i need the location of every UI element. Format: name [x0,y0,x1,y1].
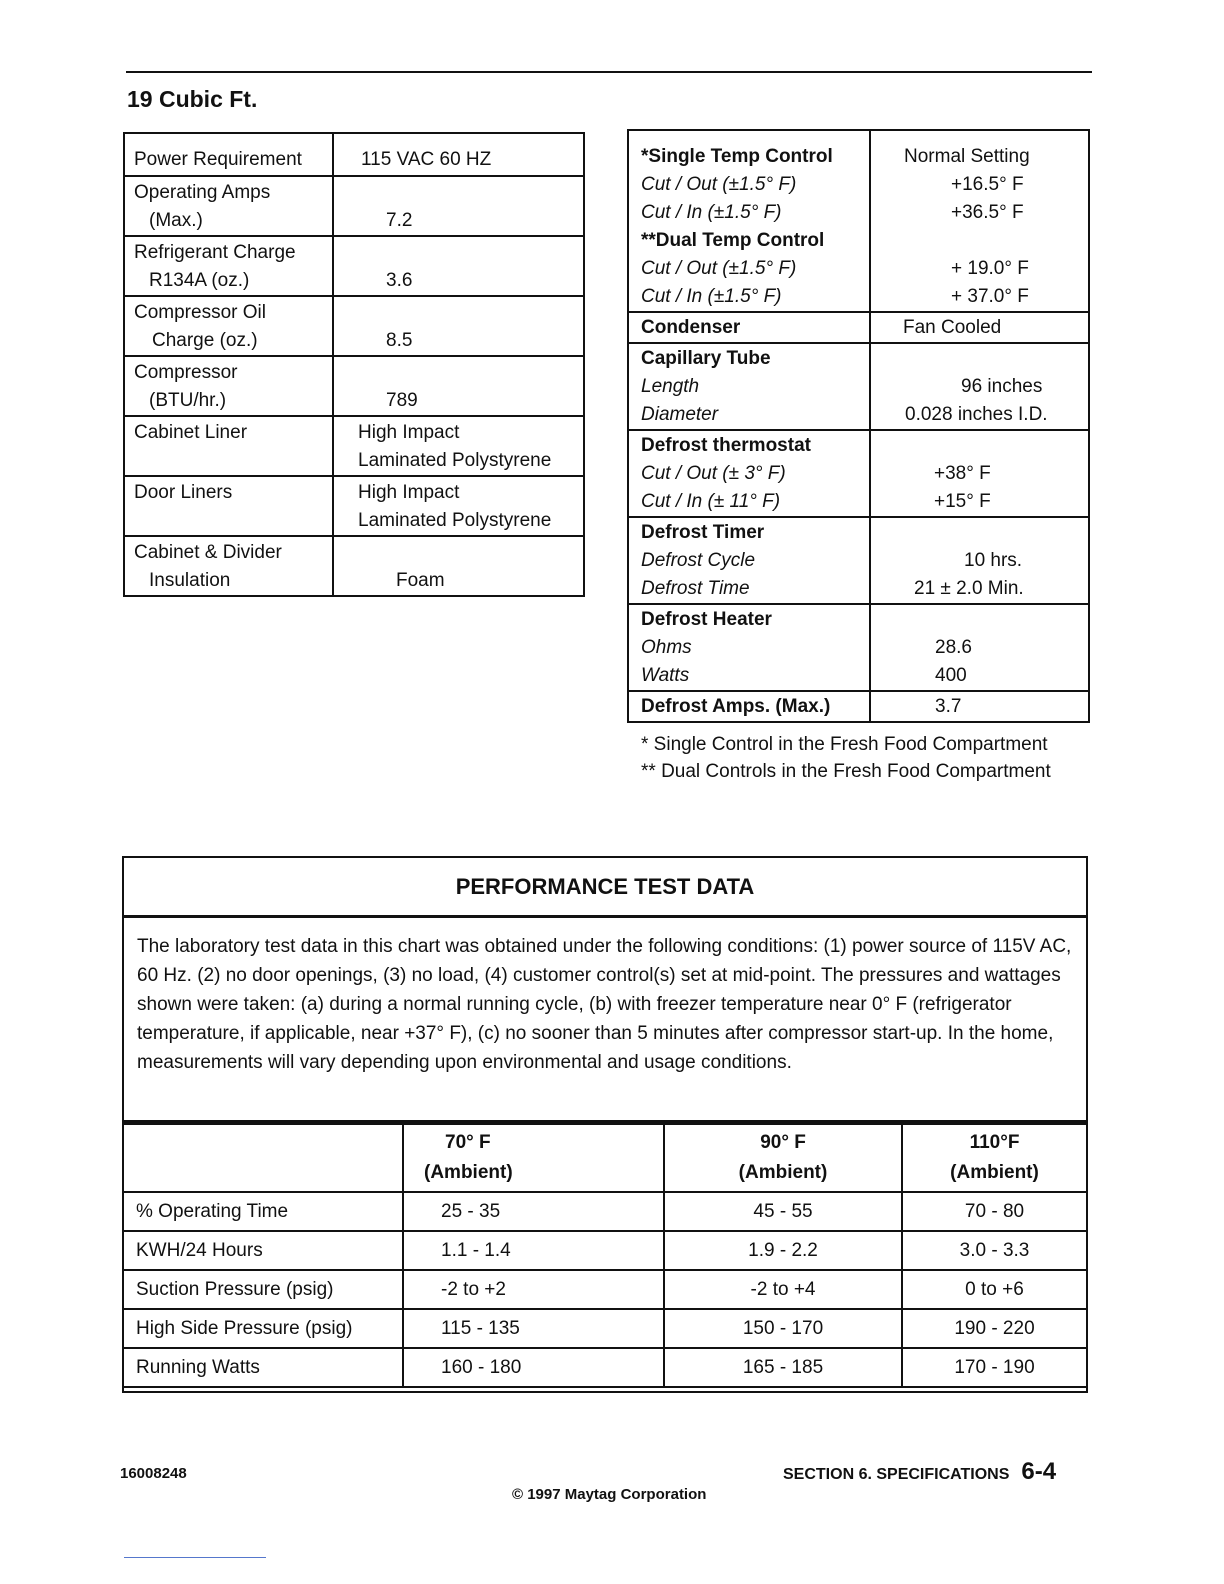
cell-70: 25 - 35 [403,1192,664,1231]
spec-value: High Impact [358,482,460,503]
column-header-70: 70° F [445,1132,491,1153]
spec-label: Power Requirement [134,149,302,170]
cell-90: 45 - 55 [664,1192,902,1231]
section-label: SECTION 6. SPECIFICATIONS [783,1466,1010,1483]
spec-value: 789 [386,390,418,411]
ctrl-row-heater [628,604,1089,691]
top-rule [126,71,1092,73]
spec-row-cabinet-liner [124,416,584,476]
cell-70: 160 - 180 [403,1348,664,1387]
thermostat-heading: Defrost thermostat [641,435,811,456]
spec-row-compressor [124,356,584,416]
cell-110: 190 - 220 [902,1309,1087,1348]
spec-table [123,132,585,597]
heater-watts-label: Watts [641,665,690,686]
dual-cut-in-label: Cut / In (±1.5° F) [641,286,782,307]
document-number: 16008248 [120,1465,187,1482]
cell-110: 0 to +6 [902,1270,1087,1309]
defrost-cycle-label: Defrost Cycle [641,550,756,571]
spec-label: Compressor Oil [134,302,266,323]
single-cut-in-value: +36.5° F [951,202,1024,223]
spec-row-power [124,133,584,176]
table-row [123,1270,1087,1309]
defrost-cycle-value: 10 hrs. [964,550,1023,571]
spec-row-oil [124,296,584,356]
spec-row-insulation [124,536,584,596]
condenser-label: Condenser [641,317,741,338]
cell-90: -2 to +4 [664,1270,902,1309]
spec-label: R134A (oz.) [149,270,250,291]
single-cut-in-label: Cut / In (±1.5° F) [641,202,782,223]
link-underline [124,1557,266,1558]
ctrl-row-capillary [628,343,1089,430]
performance-header-row [123,1124,1087,1192]
capillary-diameter-label: Diameter [641,404,719,425]
spec-label: Operating Amps [134,182,271,203]
performance-title: PERFORMANCE TEST DATA [455,874,755,899]
ctrl-row-timer [628,517,1089,604]
cell-90: 150 - 170 [664,1309,902,1348]
table-row [123,1309,1087,1348]
defrost-time-label: Defrost Time [641,578,750,599]
performance-table [122,1123,1088,1388]
cell-110: 3.0 - 3.3 [902,1231,1087,1270]
spec-value: Laminated Polystyrene [358,450,552,471]
control-table [627,129,1090,723]
section-footer [783,1458,1056,1486]
spec-label: (Max.) [149,210,203,231]
cell-110: 170 - 190 [902,1348,1087,1387]
footnote-dual: ** Dual Controls in the Fresh Food Compartment [641,761,1051,782]
spec-value: Laminated Polystyrene [358,510,552,531]
footnote-single: * Single Control in the Fresh Food Compartment [641,734,1048,755]
ctrl-row-amps [628,691,1089,722]
performance-title-rule [124,915,1086,918]
heater-ohms-label: Ohms [641,637,692,658]
defrost-time-value: 21 ± 2.0 Min. [914,578,1024,599]
spec-value: Foam [396,570,445,591]
heater-heading: Defrost Heater [641,609,772,630]
cell-110: 70 - 80 [902,1192,1087,1231]
spec-label: Charge (oz.) [152,330,258,351]
spec-value: 115 VAC 60 HZ [361,149,492,170]
cell-70: -2 to +2 [403,1270,664,1309]
capillary-heading: Capillary Tube [641,348,771,369]
normal-setting-heading: Normal Setting [904,146,1030,167]
thermostat-cut-out-value: +38° F [934,463,991,484]
single-cut-out-value: +16.5° F [951,174,1024,195]
cell-70: 1.1 - 1.4 [403,1231,664,1270]
defrost-amps-label: Defrost Amps. (Max.) [641,696,831,717]
spec-row-amps [124,176,584,236]
defrost-amps-value: 3.7 [935,696,962,717]
page-number: 6-4 [1021,1458,1057,1485]
dual-cut-out-label: Cut / Out (±1.5° F) [641,258,797,279]
copyright: © 1997 Maytag Corporation [512,1486,707,1503]
column-subheader-110: (Ambient) [950,1162,1039,1183]
page-title: 19 Cubic Ft. [127,86,258,112]
spec-label: Cabinet & Divider [134,542,282,563]
row-label: Suction Pressure (psig) [123,1270,403,1309]
ctrl-row-temp [628,130,1089,312]
capillary-length-label: Length [641,376,700,397]
table-row [123,1192,1087,1231]
dual-cut-in-value: + 37.0° F [951,286,1029,307]
column-header-110: 110°F [969,1132,1020,1153]
spec-label: Cabinet Liner [134,422,248,443]
capillary-diameter-value: 0.028 inches I.D. [905,404,1048,425]
spec-label: Compressor [134,362,238,383]
column-header-90: 90° F [760,1132,806,1153]
row-label: High Side Pressure (psig) [123,1309,403,1348]
ctrl-row-thermostat [628,430,1089,517]
spec-row-door-liners [124,476,584,536]
dual-cut-out-value: + 19.0° F [951,258,1029,279]
single-cut-out-label: Cut / Out (±1.5° F) [641,174,797,195]
table-row [123,1231,1087,1270]
timer-heading: Defrost Timer [641,522,765,543]
heater-watts-value: 400 [935,665,967,686]
spec-label: Insulation [149,570,231,591]
performance-box [122,856,1088,1393]
capillary-length-value: 96 inches [961,376,1043,397]
spec-value: 8.5 [386,330,413,351]
spec-row-refrigerant [124,236,584,296]
thermostat-cut-out-label: Cut / Out (± 3° F) [641,463,786,484]
table-row [123,1348,1087,1387]
row-label: KWH/24 Hours [123,1231,403,1270]
performance-description: The laboratory test data in this chart was obtained under the following conditions: (1) power source of 115V AC, 60 Hz. (2) no door openings, (3) no load, (4) customer control(s) set at mid-point. The pressures and wattages shown were taken: (a) during a normal running cycle, (b) with freezer temperature near 0° F (refrigerator temperature, if applicable, near +37° F), (c) no sooner than 5 minutes after compressor start-up. In the home, measurements will vary depending upon environmental and usage conditions. [137,936,1072,1073]
column-subheader-70: (Ambient) [424,1162,513,1183]
cell-90: 165 - 185 [664,1348,902,1387]
spec-label: Door Liners [134,482,233,503]
thermostat-cut-in-value: +15° F [934,491,991,512]
thermostat-cut-in-label: Cut / In (± 11° F) [641,491,781,512]
ctrl-row-condenser [628,312,1089,343]
row-label: Running Watts [123,1348,403,1387]
heater-ohms-value: 28.6 [935,637,972,658]
spec-value: 3.6 [386,270,413,291]
spec-value: High Impact [358,422,460,443]
cell-90: 1.9 - 2.2 [664,1231,902,1270]
spec-label: (BTU/hr.) [149,390,227,411]
single-temp-heading: *Single Temp Control [641,146,833,167]
condenser-value: Fan Cooled [903,317,1002,338]
dual-temp-heading: **Dual Temp Control [641,230,825,251]
spec-value: 7.2 [386,210,413,231]
row-label: % Operating Time [123,1192,403,1231]
spec-label: Refrigerant Charge [134,242,296,263]
column-subheader-90: (Ambient) [738,1162,828,1183]
cell-70: 115 - 135 [403,1309,664,1348]
